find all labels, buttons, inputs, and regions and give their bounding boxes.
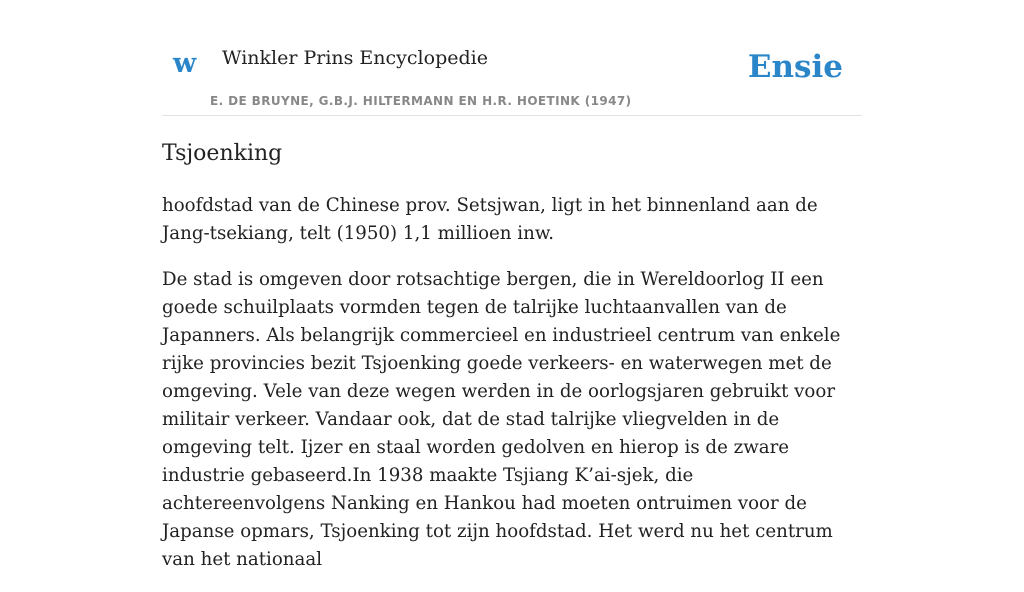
article-paragraph: hoofdstad van de Chinese prov. Setsjwan, ligt in het binnenland aan de Jang-tsekiang, telt (1950) 1,1 millioen inw. [162, 195, 818, 244]
article-title: Tsjoenking [162, 141, 283, 166]
article-paragraph: De stad is omgeven door rotsachtige bergen, die in Wereldoorlog II een goede schuilplaats vormden tegen de talrijke luchtaanvallen van de Japanners. Als belangrijk commercieel en industrieel centrum van enkele rijke provincies bezit Tsjoenking goede verkeers- en waterwegen met de omgeving. Vele van deze wegen werden in de oorlogsjaren gebruikt voor militair verkeer. Vandaar ook, dat de stad talrijke vliegvelden in de omgeving telt. Ijzer en staal worden gedolven en hierop is de zware industrie gebaseerd.In 1938 maakte Tsjiang K’ai-sjek, die achtereenvolgens Nanking en Hankou had moeten ontruimen voor de Japanse opmars, Tsjoenking tot zijn hoofdstad. Het werd nu het centrum van het nationaal [162, 269, 841, 570]
source-authors: E. DE BRUYNE, G.B.J. HILTERMANN EN H.R. HOETINK (1947) [210, 94, 632, 108]
source-header [162, 0, 862, 116]
source-title-link[interactable]: Winkler Prins Encyclopedie [222, 47, 488, 69]
source-logo[interactable]: w [173, 48, 197, 79]
ensie-logo[interactable]: Ensie [747, 49, 843, 85]
article-body [162, 192, 862, 592]
